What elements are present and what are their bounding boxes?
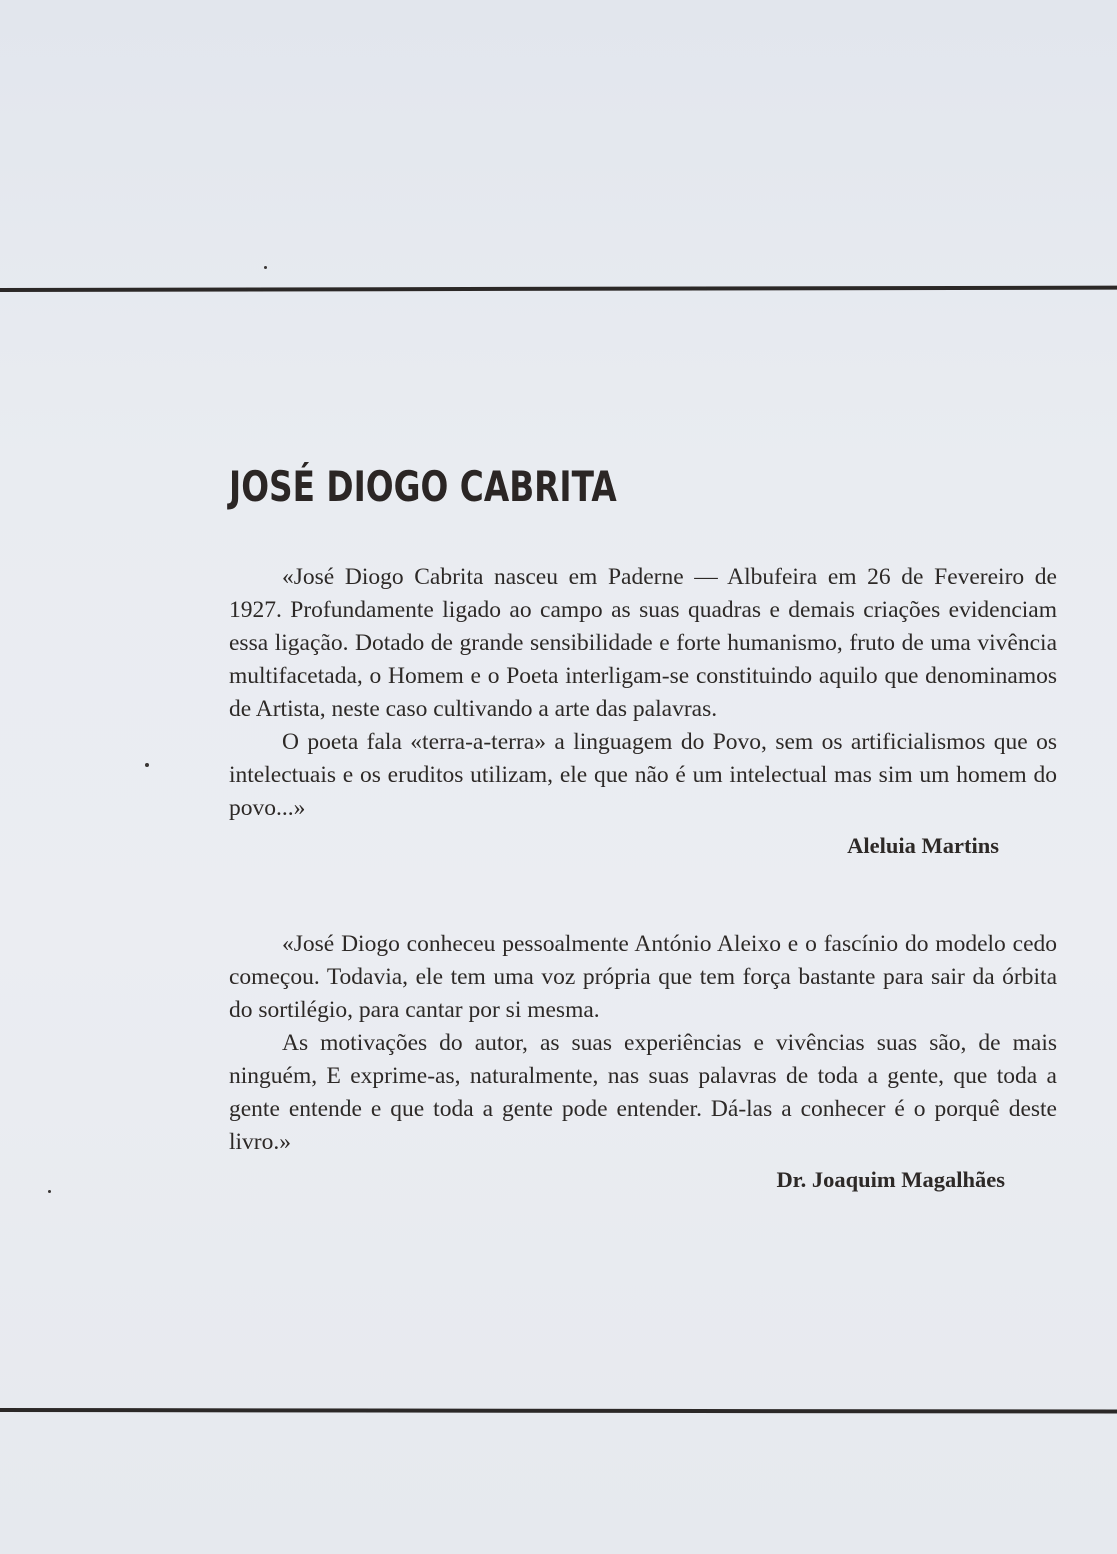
paper-speck — [145, 763, 149, 767]
quote-block-aleluia-martins — [229, 561, 1057, 862]
paper-speck — [48, 1190, 51, 1193]
quote-2-author: Dr. Joaquim Magalhães — [776, 1167, 1005, 1192]
quote-2-paragraph-1: «José Diogo conheceu pessoalmente António Aleixo e o fascínio do modelo cedo começou. Todavia, ele tem uma voz própria que tem força bastante para sair da órbita do sortilégio, para cantar por si mesma. — [229, 931, 1057, 1023]
quote-1-paragraph-2: O poeta fala «terra-a-terra» a linguagem do Povo, sem os artificialismos que os intelectuais e os eruditos utilizam, ele que não é um intelectual mas sim um homem do povo...» — [229, 729, 1057, 821]
page-title: JOSÉ DIOGO CABRITA — [229, 462, 617, 511]
paper-speck — [264, 266, 267, 269]
bottom-divider-rule — [0, 1408, 1117, 1414]
quote-block-joaquim-magalhaes — [229, 928, 1057, 1196]
quote-1-author: Aleluia Martins — [847, 833, 999, 858]
quote-1-paragraph-1: «José Diogo Cabrita nasceu em Paderne — Albufeira em 26 de Fevereiro de 1927. Profundamente ligado ao campo as suas quadras e demais criações evidenciam essa ligação. Dotado de grande sensibilidade e forte humanismo, fruto de uma vivência multifacetada, o Homem e o Poeta interligam-se constituindo aquilo que denominamos de Artista, neste caso cultivando a arte das palavras. — [229, 564, 1057, 722]
quote-2-paragraph-2: As motivações do autor, as suas experiências e vivências suas são, de mais ninguém, E exprime-as, naturalmente, nas suas palavras de toda a gente, que toda a gente entende e que toda a gente pode entender. Dá-las a conhecer é o porquê deste livro.» — [229, 1030, 1057, 1155]
top-divider-rule — [0, 286, 1117, 292]
